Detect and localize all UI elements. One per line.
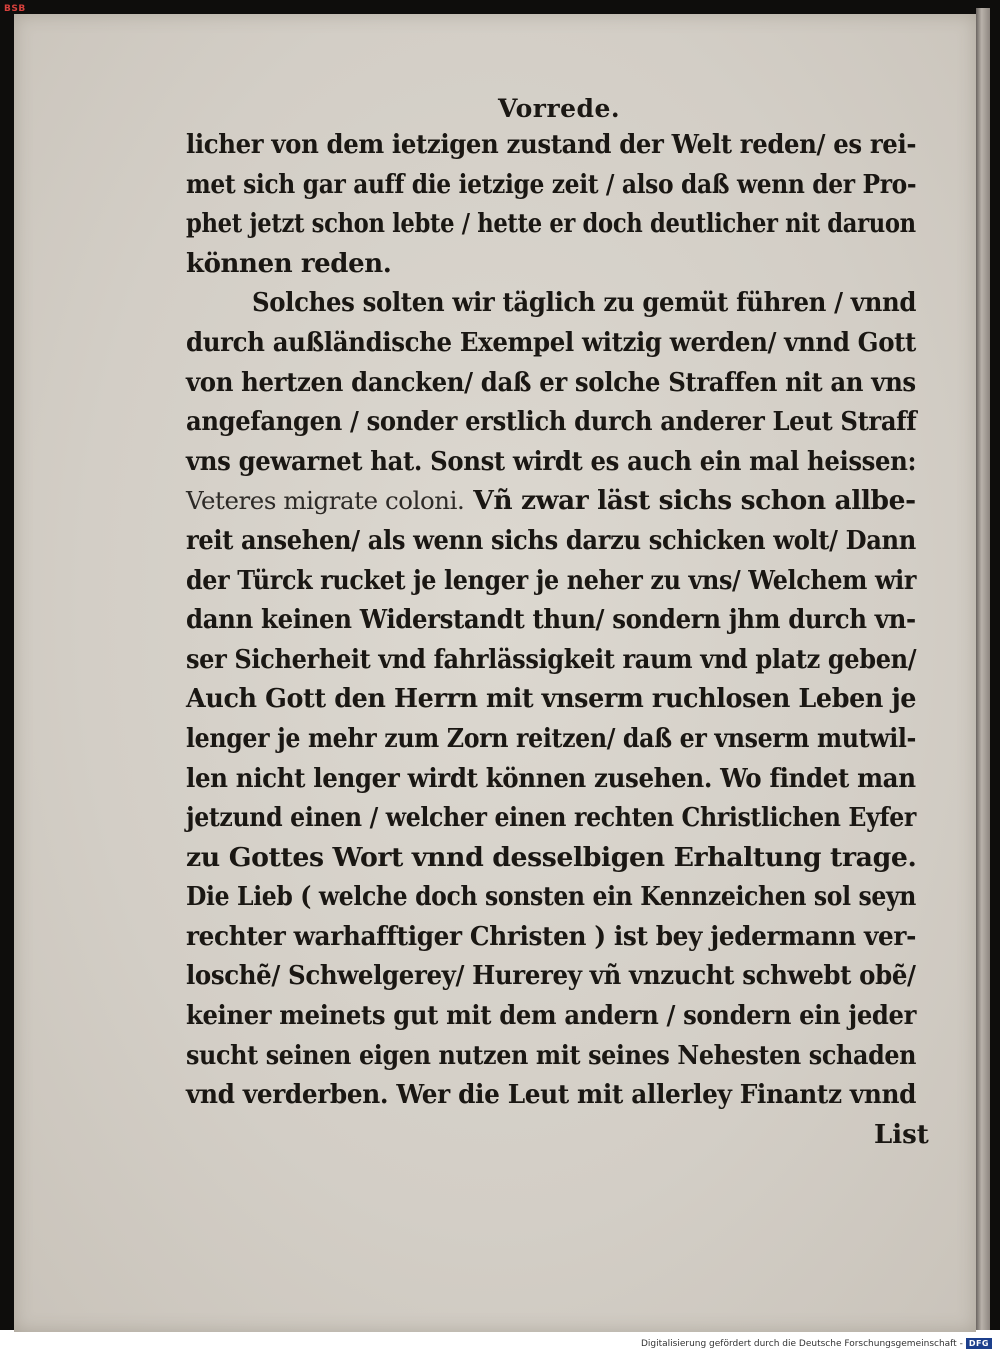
text-line: Auch Gott den Herrn mit vnserm ruchlosen Leben je: [186, 684, 917, 715]
text-line: len nicht lenger wirdt können zusehen. Wo findet man: [186, 763, 916, 794]
dfg-logo: DFG: [966, 1338, 992, 1349]
text-line: durch außländische Exempel witzig werden/ vnnd Gott: [186, 327, 916, 358]
text-line: met sich gar auff die ietzige zeit / also daß wenn der Pro-: [186, 169, 917, 200]
page-edge: [976, 8, 990, 1330]
text-line: von hertzen dancken/ daß er solche Straffen nit an vns: [186, 367, 916, 398]
text-line: dann keinen Widerstandt thun/ sondern jhm durch vn-: [186, 605, 916, 636]
text-line: keiner meinets gut mit dem andern / sondern ein jeder: [186, 1001, 917, 1032]
text-line: loschẽ/ Schwelgerey/ Hurerey vñ vnzucht schwebt obẽ/: [186, 961, 916, 992]
text-line: vnd verderben. Wer die Leut mit allerley Finantz vnnd: [186, 1080, 917, 1111]
text-line: zu Gottes Wort vnnd desselbigen Erhaltung trage.: [186, 842, 917, 873]
text-line: vns gewarnet hat. Sonst wirdt es auch ein mal heissen:: [186, 446, 917, 477]
text-line: können reden.: [186, 248, 392, 279]
text-line: angefangen / sonder erstlich durch anderer Leut Straff: [186, 407, 917, 438]
text-line: reit ansehen/ als wenn sichs darzu schicken wolt/ Dann: [186, 525, 916, 556]
text-line-latin: [186, 482, 929, 522]
digitization-footer: [641, 1338, 992, 1349]
text-line: ser Sicherheit vnd fahrlässigkeit raum vnd platz geben/: [186, 644, 917, 675]
library-mark: BSB: [4, 4, 26, 14]
text-line: der Türck rucket je lenger je neher zu vns/ Welchem wir: [186, 565, 917, 596]
text-line: jetzund einen / welcher einen rechten Christlichen Eyfer: [186, 803, 917, 834]
text-line-paragraph-start: Solches solten wir täglich zu gemüt führen / vnnd: [252, 288, 917, 319]
text-line: licher von dem ietzigen zustand der Welt reden/ es rei-: [186, 130, 917, 160]
text-line: sucht seinen eigen nutzen mit seines Nehesten schaden: [186, 1040, 917, 1071]
catchword: List: [874, 1120, 929, 1150]
running-header: Vorrede.: [498, 94, 621, 123]
text-line: lenger je mehr zum Zorn reitzen/ daß er vnserm mutwil-: [186, 723, 916, 754]
body-text: [186, 126, 916, 1116]
footer-credit: Digitalisierung gefördert durch die Deutsche Forschungsgemeinschaft -: [640, 1338, 963, 1349]
text-line: Die Lieb ( welche doch sonsten ein Kennzeichen sol seyn: [186, 882, 917, 913]
text-line: rechter warhafftiger Christen ) ist bey jedermann ver-: [186, 921, 916, 952]
latin-phrase: Veteres migrate coloni.: [186, 487, 465, 516]
text-line: phet jetzt schon lebte / hette er doch deutlicher nit daruon: [186, 209, 916, 240]
text-line-remainder: Vñ zwar läst sichs schon allbe-: [464, 486, 916, 517]
